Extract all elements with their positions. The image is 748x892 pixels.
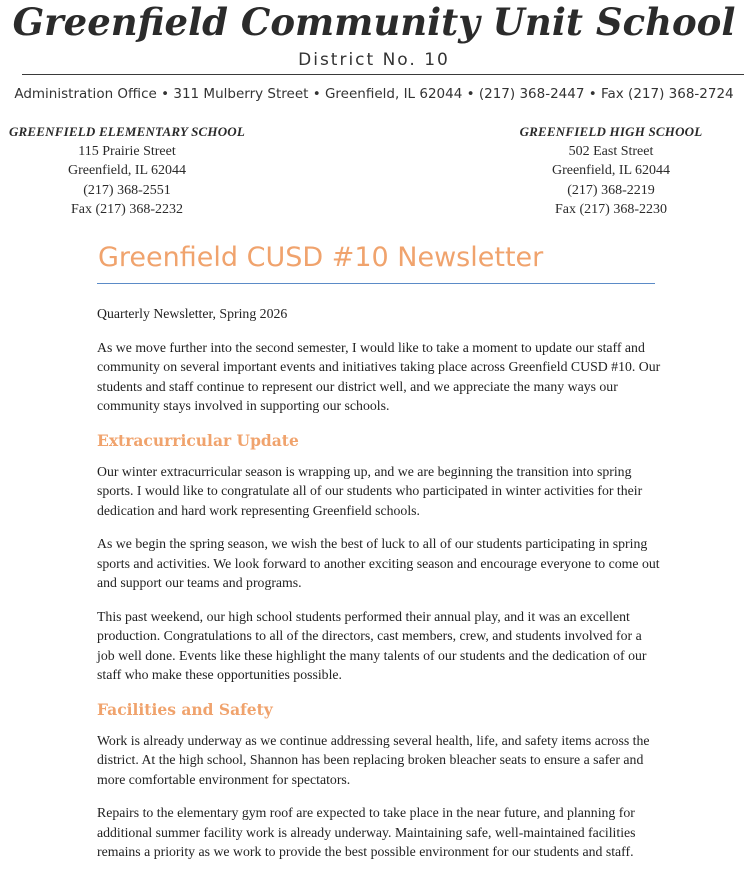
facilities-paragraph-1: Work is already underway as we continue addressing several health, life, and safety items across the district. At the high school, Shannon has been replacing broken bleacher seats to ensure a safer and more comfortable environment for spectators. (97, 732, 650, 787)
extracurricular-paragraph-2: As we begin the spring season, we wish the best of luck to all of our students participating in spring sports and activities. We look forward to another exciting season and encourage everyone to come out and support our teams and programs. (97, 536, 660, 590)
newsletter-title: Greenfield CUSD #10 Newsletter (98, 242, 544, 273)
intro-paragraph: As we move further into the second semester, I would like to take a moment to update our staff and community on several important events and initiatives taking place across Greenfield CUSD #10. Our students and staff continue to represent our district well, and we appreciate the many ways our community stays involved in supporting our schools. (97, 339, 661, 413)
elementary-school-phone: (217) 368-2551 (83, 182, 171, 198)
letterhead-divider (22, 74, 744, 75)
extracurricular-paragraph-3: This past weekend, our high school students performed their annual play, and it was an excellent production. Congratulations to all of the directors, cast members, crew, and students involved for a job well done. Events like these highlight the many talents of our students and the dedication of our staff who make these opportunities possible. (97, 608, 647, 682)
high-school-street: 502 East Street (568, 143, 654, 159)
title-underline (97, 283, 655, 284)
admin-office-line: Administration Office • 311 Mulberry Street • Greenfield, IL 62044 • (217) 368-2447 • Fax (217) 368-2724 (14, 86, 734, 102)
elementary-school-name: GREENFIELD ELEMENTARY SCHOOL (8, 124, 246, 139)
section-heading-extracurricular: Extracurricular Update (97, 430, 299, 450)
newsletter-body (97, 304, 662, 876)
elementary-school-city: Greenfield, IL 62044 (67, 163, 187, 178)
newsletter-subtitle: Quarterly Newsletter, Spring 2026 (97, 306, 288, 321)
high-school-fax: Fax (217) 368-2230 (555, 202, 667, 217)
high-school-block (486, 122, 736, 220)
extracurricular-paragraph-1: Our winter extracurricular season is wrapping up, and we are beginning the transition into spring sports. I would like to congratulate all of our students who participated in winter activities for their dedication and hard work representing Greenfield schools. (97, 463, 643, 518)
elementary-school-block (2, 122, 252, 220)
elementary-school-street: 115 Prairie Street (78, 143, 176, 159)
district-name: Greenfield Community Unit School (12, 0, 736, 44)
high-school-name: GREENFIELD HIGH SCHOOL (519, 124, 703, 139)
elementary-school-fax: Fax (217) 368-2232 (71, 202, 183, 217)
section-heading-facilities: Facilities and Safety (97, 699, 273, 719)
facilities-paragraph-2: Repairs to the elementary gym roof are expected to take place in the near future, and planning for additional summer facility work is already underway. Maintaining safe, well-maintained facilities remains a priority as we work to provide the best possible environment for our students and staff. (97, 805, 636, 859)
high-school-phone: (217) 368-2219 (567, 182, 655, 198)
district-number: District No. 10 (298, 50, 450, 70)
high-school-city: Greenfield, IL 62044 (551, 163, 671, 178)
